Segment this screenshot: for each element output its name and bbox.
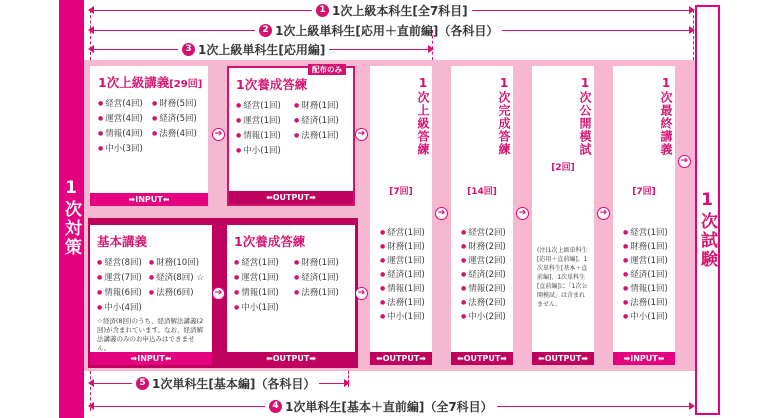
course-1-number: 1 (316, 4, 329, 17)
subject-item: ● 経済(1回) (294, 114, 346, 126)
guide-line (90, 10, 91, 60)
flow-arrow-icon: ➔ (212, 287, 225, 300)
subject-item: ● 情報(1回) (623, 282, 668, 296)
column-count: [14回] (467, 187, 497, 197)
guide-line (693, 10, 694, 60)
basic-lecture-title: 基本講義 (97, 234, 148, 249)
subject-item: ● 財務(1回) (294, 256, 348, 268)
course-3-label: 1次上級単科生[応用編] (198, 43, 326, 57)
subject-item: ● 経済(8回) ☆ (149, 271, 205, 283)
subject-item: ● 法務(1回) (294, 129, 346, 141)
course-1-label: 1次上級本科生[全7科目] (332, 4, 468, 18)
subject-item: ● 中小(1回) (380, 310, 425, 324)
final-lecture-column (613, 66, 675, 365)
column-title: 1次最終講義 (659, 76, 673, 156)
subject-item: ● 運営(1回) (236, 114, 288, 126)
subject-item: ● 経済(5回) (152, 112, 200, 124)
training-drill-box-basic (227, 225, 355, 365)
advanced-lecture-title: 1次上級講義[29回] (98, 75, 203, 90)
output-bar: ⬅OUTPUT➡ (532, 352, 594, 365)
course-5 (90, 376, 348, 390)
subject-item: ● 法務(4回) (152, 127, 200, 139)
subject-item: ● 財務(1回) (623, 240, 668, 254)
flow-arrow-icon: ➔ (516, 207, 529, 220)
subject-item: ● 運営(1回) (234, 271, 288, 283)
subject-item: ● 財務(1回) (380, 240, 425, 254)
input-bar: ➡INPUT⬅ (613, 352, 675, 365)
output-bar: ⬅OUTPUT➡ (227, 352, 355, 365)
advanced-drill-column (370, 66, 432, 365)
subject-item: ● 財務(1回) (294, 99, 346, 111)
subject-item: ● 財務(10回) (149, 256, 205, 268)
economics-note: ☆経済(8回)のうち、経済解法講義(2回)が含まれています。なお、経済解法講義のみのお申込みはできません。 (97, 317, 204, 352)
subject-item: ● 経済(1回) (294, 271, 348, 283)
column-title: 1次公開模試 (578, 76, 592, 156)
subject-item: ● 経営(1回) (380, 226, 425, 240)
course-4-number: 4 (269, 400, 282, 413)
flow-arrow-icon: ➔ (678, 155, 691, 168)
subject-item: ● 情報(1回) (380, 282, 425, 296)
subject-item: ● 中小(1回) (236, 144, 288, 156)
subject-item: ● 中小(3回) (98, 142, 146, 154)
left-bar-label: 1次対策 (61, 178, 81, 257)
column-count: [7回] (632, 187, 656, 197)
course-2-number: 2 (259, 24, 272, 37)
input-bar: ➡INPUT⬅ (90, 193, 208, 206)
basic-lecture-box (90, 225, 212, 365)
column-title: 1次上級答練 (416, 76, 430, 156)
subject-item: ● 運営(7回) (97, 271, 143, 283)
subject-item: ● 情報(1回) (236, 129, 288, 141)
course-1 (90, 3, 693, 17)
output-bar: ⬅OUTPUT➡ (229, 191, 353, 204)
distribution-only-badge: 配布のみ (308, 64, 346, 75)
course-3 (90, 42, 432, 56)
subject-item: ● 法務(1回) (623, 296, 668, 310)
subject-item: ● 運営(2回) (461, 254, 506, 268)
subject-item: ● 運営(4回) (98, 112, 146, 124)
subject-item: ● 経営(4回) (98, 97, 146, 109)
subject-item: ● 情報(6回) (97, 286, 143, 298)
flow-arrow-icon: ➔ (212, 128, 225, 141)
advanced-lecture-box (90, 66, 208, 206)
subject-item: ● 運営(1回) (380, 254, 425, 268)
subject-item: ● 中小(4回) (97, 301, 143, 313)
subject-item: ● 経営(1回) (623, 226, 668, 240)
subject-item: ● 経済(1回) (623, 268, 668, 282)
course-4-label: 1次単科生[基本＋直前編]（全7科目） (285, 400, 493, 414)
output-bar: ⬅OUTPUT➡ (370, 352, 432, 365)
subject-item: ● 法務(1回) (380, 296, 425, 310)
course-4 (90, 399, 693, 413)
column-count: [2回] (551, 163, 575, 173)
subject-item: ● 経営(2回) (461, 226, 506, 240)
subject-item: ● 経営(1回) (236, 99, 288, 111)
training-drill-title: 1次養成答練 (236, 77, 308, 92)
column-count: [7回] (389, 187, 413, 197)
guide-line (348, 371, 349, 387)
subject-item: ● 財務(5回) (152, 97, 200, 109)
flow-arrow-icon: ➔ (355, 287, 368, 300)
subject-item: ● 法務(2回) (461, 296, 506, 310)
subject-item: ● 情報(1回) (234, 286, 288, 298)
course-5-number: 5 (136, 377, 149, 390)
subject-item: ● 経営(1回) (234, 256, 288, 268)
subject-item: ● 法務(1回) (294, 286, 348, 298)
training-drill-title: 1次養成答練 (234, 234, 306, 249)
subject-item: ● 中小(1回) (234, 301, 288, 313)
course-3-number: 3 (182, 43, 195, 56)
subject-item: ● 経済(1回) (380, 268, 425, 282)
exam-label: 1次試験 (697, 190, 717, 269)
public-mock-exam-column (532, 66, 594, 365)
subject-item: ● 中小(1回) (623, 310, 668, 324)
course-5-label: 1次単科生[基本編]（各科目） (152, 377, 316, 391)
guide-line (432, 30, 433, 60)
training-drill-box (227, 66, 355, 206)
subject-item: ● 運営(1回) (623, 254, 668, 268)
output-bar: ⬅OUTPUT➡ (451, 352, 513, 365)
flow-arrow-icon: ➔ (435, 207, 448, 220)
input-bar: ➡INPUT⬅ (90, 352, 212, 365)
flow-arrow-icon: ➔ (597, 207, 610, 220)
mock-exam-note: (注)1次上級単科生[応用＋直前編]、1次単科生[基本＋直前編]、1次単科生[直前編]に「1次公開模試」は含まれません。 (537, 247, 588, 308)
subject-item: ● 財務(2回) (461, 240, 506, 254)
subject-item: ● 経済(2回) (461, 268, 506, 282)
course-2 (90, 23, 693, 37)
flow-arrow-icon: ➔ (355, 128, 368, 141)
subject-item: ● 中小(2回) (461, 310, 506, 324)
subject-item: ● 経営(8回) (97, 256, 143, 268)
subject-item: ● 法務(6回) (149, 286, 205, 298)
course-2-label: 1次上級単科生[応用＋直前編]（各科目） (275, 24, 499, 38)
subject-item: ● 情報(4回) (98, 127, 146, 139)
column-title: 1次完成答練 (497, 76, 511, 156)
completion-drill-column (451, 66, 513, 365)
guide-line (90, 371, 91, 411)
subject-item: ● 情報(2回) (461, 282, 506, 296)
